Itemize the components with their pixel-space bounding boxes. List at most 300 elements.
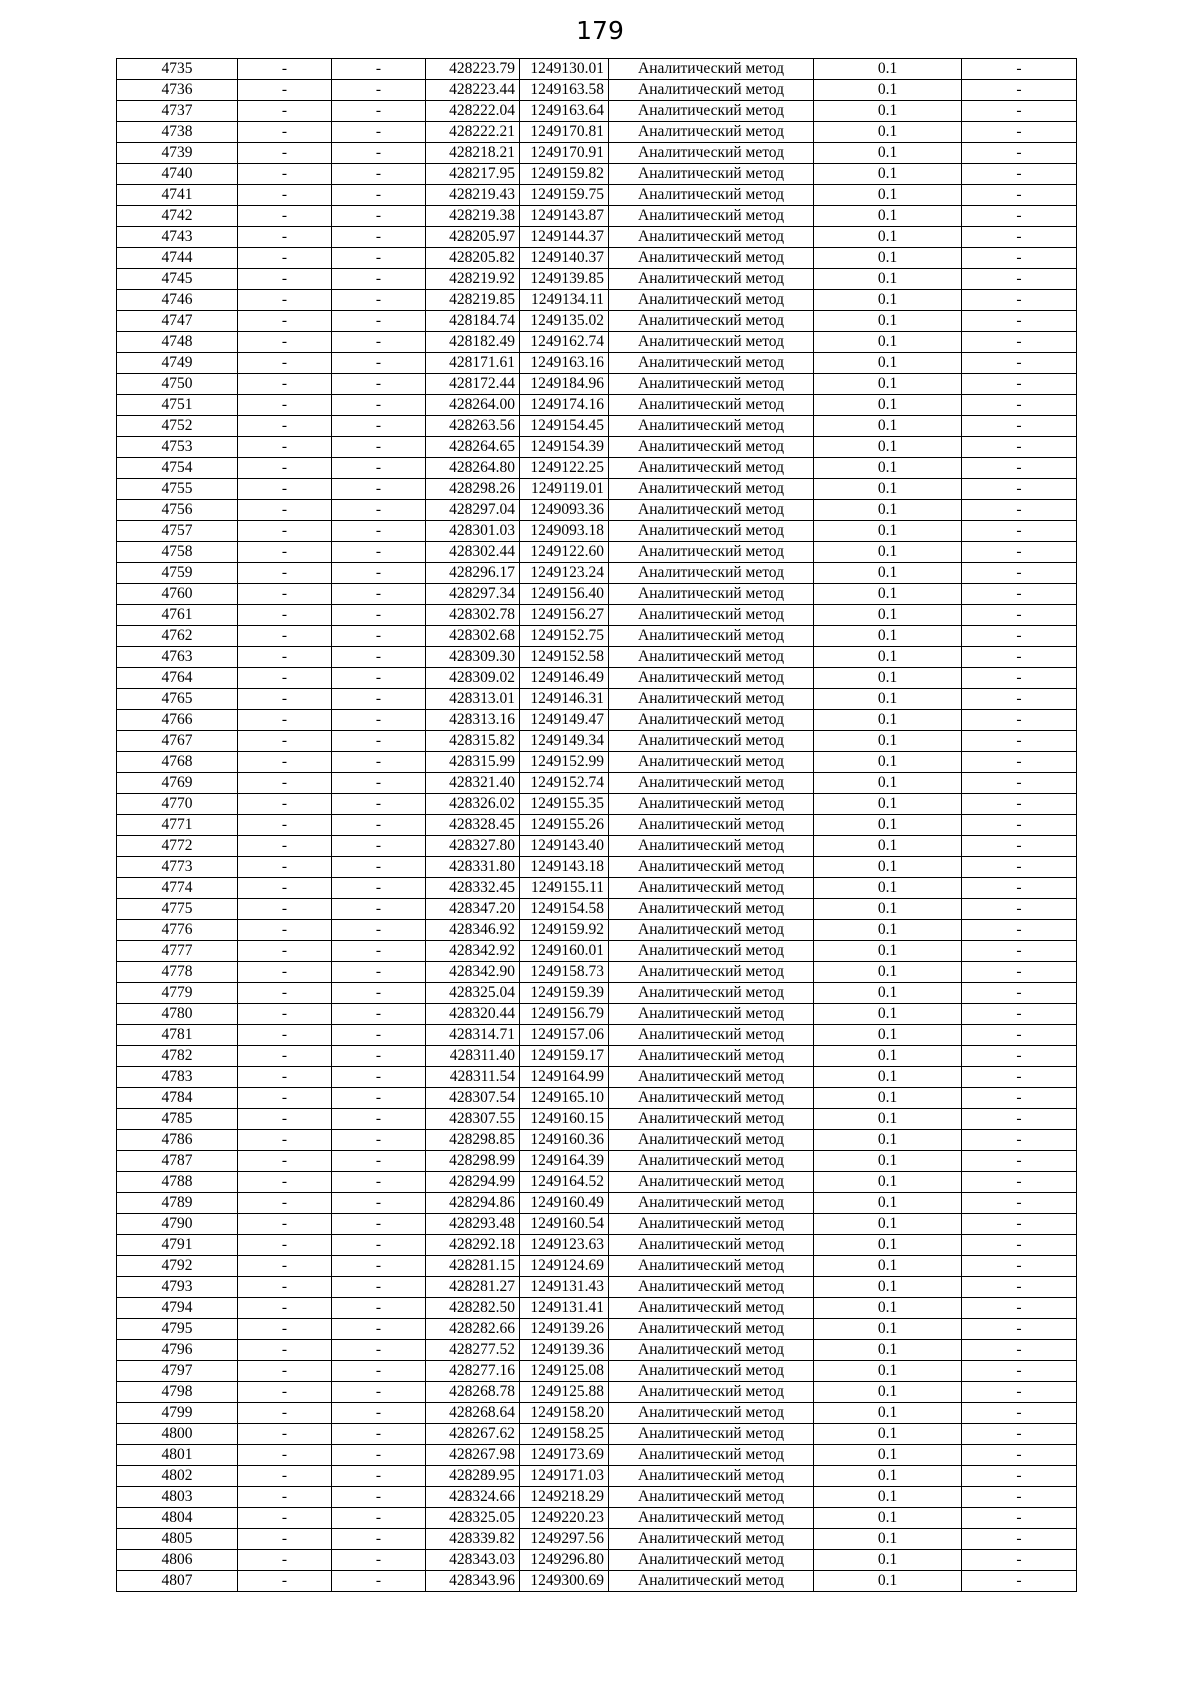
accuracy-cell: 0.1 (814, 290, 962, 311)
y-coordinate-cell: 1249123.24 (520, 563, 609, 584)
method-cell: Аналитический метод (609, 920, 814, 941)
empty-dash-cell: - (238, 1130, 332, 1151)
empty-dash-cell: - (332, 269, 426, 290)
accuracy-cell: 0.1 (814, 920, 962, 941)
empty-dash-cell: - (962, 248, 1077, 269)
accuracy-cell: 0.1 (814, 563, 962, 584)
y-coordinate-cell: 1249119.01 (520, 479, 609, 500)
point-number-cell: 4792 (117, 1256, 238, 1277)
point-number-cell: 4765 (117, 689, 238, 710)
empty-dash-cell: - (238, 332, 332, 353)
empty-dash-cell: - (332, 1466, 426, 1487)
empty-dash-cell: - (238, 1109, 332, 1130)
point-number-cell: 4738 (117, 122, 238, 143)
empty-dash-cell: - (238, 1088, 332, 1109)
point-number-cell: 4772 (117, 836, 238, 857)
x-coordinate-cell: 428184.74 (426, 311, 520, 332)
x-coordinate-cell: 428218.21 (426, 143, 520, 164)
accuracy-cell: 0.1 (814, 1466, 962, 1487)
method-cell: Аналитический метод (609, 626, 814, 647)
y-coordinate-cell: 1249156.79 (520, 1004, 609, 1025)
table-row (117, 983, 1077, 1004)
method-cell: Аналитический метод (609, 311, 814, 332)
empty-dash-cell: - (332, 689, 426, 710)
x-coordinate-cell: 428289.95 (426, 1466, 520, 1487)
x-coordinate-cell: 428309.30 (426, 647, 520, 668)
empty-dash-cell: - (332, 1361, 426, 1382)
x-coordinate-cell: 428223.44 (426, 80, 520, 101)
point-number-cell: 4741 (117, 185, 238, 206)
x-coordinate-cell: 428281.27 (426, 1277, 520, 1298)
table-row (117, 731, 1077, 752)
point-number-cell: 4788 (117, 1172, 238, 1193)
method-cell: Аналитический метод (609, 332, 814, 353)
x-coordinate-cell: 428331.80 (426, 857, 520, 878)
point-number-cell: 4786 (117, 1130, 238, 1151)
point-number-cell: 4758 (117, 542, 238, 563)
x-coordinate-cell: 428219.43 (426, 185, 520, 206)
y-coordinate-cell: 1249154.58 (520, 899, 609, 920)
empty-dash-cell: - (332, 164, 426, 185)
method-cell: Аналитический метод (609, 164, 814, 185)
empty-dash-cell: - (962, 815, 1077, 836)
empty-dash-cell: - (238, 122, 332, 143)
y-coordinate-cell: 1249149.47 (520, 710, 609, 731)
accuracy-cell: 0.1 (814, 479, 962, 500)
empty-dash-cell: - (238, 1025, 332, 1046)
empty-dash-cell: - (332, 1277, 426, 1298)
x-coordinate-cell: 428321.40 (426, 773, 520, 794)
accuracy-cell: 0.1 (814, 689, 962, 710)
point-number-cell: 4798 (117, 1382, 238, 1403)
table-body (117, 59, 1077, 1592)
x-coordinate-cell: 428328.45 (426, 815, 520, 836)
y-coordinate-cell: 1249159.39 (520, 983, 609, 1004)
page-number: 179 (576, 16, 624, 45)
empty-dash-cell: - (238, 857, 332, 878)
empty-dash-cell: - (962, 899, 1077, 920)
empty-dash-cell: - (962, 143, 1077, 164)
y-coordinate-cell: 1249134.11 (520, 290, 609, 311)
empty-dash-cell: - (332, 899, 426, 920)
table-row (117, 1298, 1077, 1319)
table-row (117, 248, 1077, 269)
accuracy-cell: 0.1 (814, 710, 962, 731)
point-number-cell: 4757 (117, 521, 238, 542)
accuracy-cell: 0.1 (814, 101, 962, 122)
x-coordinate-cell: 428327.80 (426, 836, 520, 857)
y-coordinate-cell: 1249163.16 (520, 353, 609, 374)
method-cell: Аналитический метод (609, 752, 814, 773)
y-coordinate-cell: 1249131.41 (520, 1298, 609, 1319)
empty-dash-cell: - (238, 1172, 332, 1193)
empty-dash-cell: - (238, 1361, 332, 1382)
empty-dash-cell: - (962, 1088, 1077, 1109)
table-row (117, 1046, 1077, 1067)
y-coordinate-cell: 1249131.43 (520, 1277, 609, 1298)
y-coordinate-cell: 1249173.69 (520, 1445, 609, 1466)
accuracy-cell: 0.1 (814, 185, 962, 206)
point-number-cell: 4802 (117, 1466, 238, 1487)
y-coordinate-cell: 1249139.85 (520, 269, 609, 290)
x-coordinate-cell: 428339.82 (426, 1529, 520, 1550)
method-cell: Аналитический метод (609, 521, 814, 542)
x-coordinate-cell: 428282.50 (426, 1298, 520, 1319)
empty-dash-cell: - (238, 962, 332, 983)
empty-dash-cell: - (238, 353, 332, 374)
empty-dash-cell: - (332, 416, 426, 437)
y-coordinate-cell: 1249163.64 (520, 101, 609, 122)
method-cell: Аналитический метод (609, 227, 814, 248)
y-coordinate-cell: 1249160.54 (520, 1214, 609, 1235)
empty-dash-cell: - (332, 1508, 426, 1529)
empty-dash-cell: - (332, 605, 426, 626)
empty-dash-cell: - (332, 1298, 426, 1319)
empty-dash-cell: - (238, 752, 332, 773)
method-cell: Аналитический метод (609, 605, 814, 626)
table-row (117, 1445, 1077, 1466)
x-coordinate-cell: 428205.82 (426, 248, 520, 269)
x-coordinate-cell: 428332.45 (426, 878, 520, 899)
empty-dash-cell: - (238, 1529, 332, 1550)
x-coordinate-cell: 428311.40 (426, 1046, 520, 1067)
point-number-cell: 4747 (117, 311, 238, 332)
table-row (117, 311, 1077, 332)
empty-dash-cell: - (962, 794, 1077, 815)
method-cell: Аналитический метод (609, 1382, 814, 1403)
method-cell: Аналитический метод (609, 122, 814, 143)
empty-dash-cell: - (962, 185, 1077, 206)
empty-dash-cell: - (962, 689, 1077, 710)
table-row (117, 1025, 1077, 1046)
empty-dash-cell: - (238, 647, 332, 668)
x-coordinate-cell: 428302.68 (426, 626, 520, 647)
empty-dash-cell: - (332, 752, 426, 773)
empty-dash-cell: - (962, 500, 1077, 521)
table-row (117, 1424, 1077, 1445)
method-cell: Аналитический метод (609, 584, 814, 605)
point-number-cell: 4779 (117, 983, 238, 1004)
table-row (117, 59, 1077, 80)
method-cell: Аналитический метод (609, 878, 814, 899)
table-row (117, 1487, 1077, 1508)
table-row (117, 416, 1077, 437)
empty-dash-cell: - (962, 1382, 1077, 1403)
point-number-cell: 4767 (117, 731, 238, 752)
empty-dash-cell: - (332, 458, 426, 479)
empty-dash-cell: - (332, 1214, 426, 1235)
empty-dash-cell: - (962, 773, 1077, 794)
empty-dash-cell: - (962, 80, 1077, 101)
empty-dash-cell: - (962, 920, 1077, 941)
accuracy-cell: 0.1 (814, 59, 962, 80)
x-coordinate-cell: 428263.56 (426, 416, 520, 437)
accuracy-cell: 0.1 (814, 353, 962, 374)
method-cell: Аналитический метод (609, 1487, 814, 1508)
method-cell: Аналитический метод (609, 1550, 814, 1571)
method-cell: Аналитический метод (609, 248, 814, 269)
point-number-cell: 4773 (117, 857, 238, 878)
method-cell: Аналитический метод (609, 1067, 814, 1088)
empty-dash-cell: - (332, 1088, 426, 1109)
accuracy-cell: 0.1 (814, 437, 962, 458)
table-row (117, 878, 1077, 899)
y-coordinate-cell: 1249174.16 (520, 395, 609, 416)
method-cell: Аналитический метод (609, 647, 814, 668)
empty-dash-cell: - (238, 689, 332, 710)
empty-dash-cell: - (238, 605, 332, 626)
accuracy-cell: 0.1 (814, 1067, 962, 1088)
accuracy-cell: 0.1 (814, 311, 962, 332)
point-number-cell: 4793 (117, 1277, 238, 1298)
point-number-cell: 4781 (117, 1025, 238, 1046)
empty-dash-cell: - (962, 290, 1077, 311)
y-coordinate-cell: 1249164.52 (520, 1172, 609, 1193)
accuracy-cell: 0.1 (814, 1025, 962, 1046)
x-coordinate-cell: 428292.18 (426, 1235, 520, 1256)
empty-dash-cell: - (962, 1235, 1077, 1256)
table-row (117, 1067, 1077, 1088)
accuracy-cell: 0.1 (814, 752, 962, 773)
accuracy-cell: 0.1 (814, 206, 962, 227)
point-number-cell: 4743 (117, 227, 238, 248)
point-number-cell: 4806 (117, 1550, 238, 1571)
table-row (117, 101, 1077, 122)
empty-dash-cell: - (962, 1025, 1077, 1046)
x-coordinate-cell: 428172.44 (426, 374, 520, 395)
empty-dash-cell: - (962, 857, 1077, 878)
empty-dash-cell: - (332, 311, 426, 332)
y-coordinate-cell: 1249093.36 (520, 500, 609, 521)
point-number-cell: 4739 (117, 143, 238, 164)
accuracy-cell: 0.1 (814, 1298, 962, 1319)
x-coordinate-cell: 428171.61 (426, 353, 520, 374)
accuracy-cell: 0.1 (814, 731, 962, 752)
x-coordinate-cell: 428223.79 (426, 59, 520, 80)
empty-dash-cell: - (238, 1403, 332, 1424)
y-coordinate-cell: 1249152.99 (520, 752, 609, 773)
empty-dash-cell: - (332, 563, 426, 584)
table-row (117, 437, 1077, 458)
empty-dash-cell: - (332, 521, 426, 542)
method-cell: Аналитический метод (609, 1340, 814, 1361)
empty-dash-cell: - (332, 584, 426, 605)
accuracy-cell: 0.1 (814, 1340, 962, 1361)
accuracy-cell: 0.1 (814, 269, 962, 290)
method-cell: Аналитический метод (609, 857, 814, 878)
table-row (117, 962, 1077, 983)
x-coordinate-cell: 428320.44 (426, 1004, 520, 1025)
empty-dash-cell: - (238, 899, 332, 920)
empty-dash-cell: - (332, 227, 426, 248)
y-coordinate-cell: 1249146.31 (520, 689, 609, 710)
point-number-cell: 4759 (117, 563, 238, 584)
method-cell: Аналитический метод (609, 1445, 814, 1466)
y-coordinate-cell: 1249162.74 (520, 332, 609, 353)
empty-dash-cell: - (962, 416, 1077, 437)
x-coordinate-cell: 428267.98 (426, 1445, 520, 1466)
empty-dash-cell: - (962, 521, 1077, 542)
accuracy-cell: 0.1 (814, 1319, 962, 1340)
accuracy-cell: 0.1 (814, 1151, 962, 1172)
method-cell: Аналитический метод (609, 1088, 814, 1109)
empty-dash-cell: - (238, 1508, 332, 1529)
y-coordinate-cell: 1249125.88 (520, 1382, 609, 1403)
table-row (117, 185, 1077, 206)
table-row (117, 1109, 1077, 1130)
empty-dash-cell: - (962, 1277, 1077, 1298)
y-coordinate-cell: 1249158.25 (520, 1424, 609, 1445)
method-cell: Аналитический метод (609, 1466, 814, 1487)
table-row (117, 1214, 1077, 1235)
method-cell: Аналитический метод (609, 59, 814, 80)
accuracy-cell: 0.1 (814, 1235, 962, 1256)
empty-dash-cell: - (332, 59, 426, 80)
empty-dash-cell: - (238, 794, 332, 815)
method-cell: Аналитический метод (609, 1361, 814, 1382)
y-coordinate-cell: 1249164.99 (520, 1067, 609, 1088)
empty-dash-cell: - (332, 101, 426, 122)
table-row (117, 290, 1077, 311)
table-row (117, 1466, 1077, 1487)
empty-dash-cell: - (238, 143, 332, 164)
empty-dash-cell: - (238, 1550, 332, 1571)
empty-dash-cell: - (962, 1214, 1077, 1235)
method-cell: Аналитический метод (609, 668, 814, 689)
y-coordinate-cell: 1249123.63 (520, 1235, 609, 1256)
method-cell: Аналитический метод (609, 80, 814, 101)
accuracy-cell: 0.1 (814, 1550, 962, 1571)
method-cell: Аналитический метод (609, 1256, 814, 1277)
accuracy-cell: 0.1 (814, 626, 962, 647)
table-row (117, 206, 1077, 227)
table-row (117, 668, 1077, 689)
empty-dash-cell: - (332, 647, 426, 668)
accuracy-cell: 0.1 (814, 584, 962, 605)
x-coordinate-cell: 428182.49 (426, 332, 520, 353)
empty-dash-cell: - (332, 1109, 426, 1130)
accuracy-cell: 0.1 (814, 1571, 962, 1592)
coordinates-table (116, 58, 1077, 1592)
point-number-cell: 4791 (117, 1235, 238, 1256)
empty-dash-cell: - (332, 668, 426, 689)
x-coordinate-cell: 428294.99 (426, 1172, 520, 1193)
accuracy-cell: 0.1 (814, 143, 962, 164)
x-coordinate-cell: 428282.66 (426, 1319, 520, 1340)
empty-dash-cell: - (332, 1046, 426, 1067)
empty-dash-cell: - (962, 605, 1077, 626)
method-cell: Аналитический метод (609, 353, 814, 374)
x-coordinate-cell: 428281.15 (426, 1256, 520, 1277)
x-coordinate-cell: 428343.96 (426, 1571, 520, 1592)
method-cell: Аналитический метод (609, 1214, 814, 1235)
empty-dash-cell: - (332, 143, 426, 164)
method-cell: Аналитический метод (609, 1403, 814, 1424)
point-number-cell: 4789 (117, 1193, 238, 1214)
empty-dash-cell: - (962, 752, 1077, 773)
y-coordinate-cell: 1249144.37 (520, 227, 609, 248)
x-coordinate-cell: 428296.17 (426, 563, 520, 584)
method-cell: Аналитический метод (609, 773, 814, 794)
accuracy-cell: 0.1 (814, 1403, 962, 1424)
point-number-cell: 4735 (117, 59, 238, 80)
empty-dash-cell: - (962, 395, 1077, 416)
method-cell: Аналитический метод (609, 395, 814, 416)
empty-dash-cell: - (962, 374, 1077, 395)
point-number-cell: 4754 (117, 458, 238, 479)
empty-dash-cell: - (962, 1466, 1077, 1487)
empty-dash-cell: - (238, 1298, 332, 1319)
method-cell: Аналитический метод (609, 1277, 814, 1298)
method-cell: Аналитический метод (609, 941, 814, 962)
x-coordinate-cell: 428307.54 (426, 1088, 520, 1109)
empty-dash-cell: - (332, 1193, 426, 1214)
point-number-cell: 4762 (117, 626, 238, 647)
table-row (117, 563, 1077, 584)
y-coordinate-cell: 1249155.11 (520, 878, 609, 899)
empty-dash-cell: - (238, 1004, 332, 1025)
x-coordinate-cell: 428342.92 (426, 941, 520, 962)
table-row (117, 836, 1077, 857)
table-row (117, 143, 1077, 164)
accuracy-cell: 0.1 (814, 1088, 962, 1109)
empty-dash-cell: - (962, 1109, 1077, 1130)
x-coordinate-cell: 428294.86 (426, 1193, 520, 1214)
x-coordinate-cell: 428325.05 (426, 1508, 520, 1529)
method-cell: Аналитический метод (609, 710, 814, 731)
table-row (117, 584, 1077, 605)
x-coordinate-cell: 428343.03 (426, 1550, 520, 1571)
method-cell: Аналитический метод (609, 1004, 814, 1025)
empty-dash-cell: - (332, 1529, 426, 1550)
y-coordinate-cell: 1249143.18 (520, 857, 609, 878)
empty-dash-cell: - (238, 1214, 332, 1235)
table-row (117, 941, 1077, 962)
empty-dash-cell: - (962, 731, 1077, 752)
accuracy-cell: 0.1 (814, 836, 962, 857)
y-coordinate-cell: 1249146.49 (520, 668, 609, 689)
x-coordinate-cell: 428311.54 (426, 1067, 520, 1088)
table-row (117, 689, 1077, 710)
table-row (117, 1004, 1077, 1025)
empty-dash-cell: - (962, 479, 1077, 500)
y-coordinate-cell: 1249158.20 (520, 1403, 609, 1424)
empty-dash-cell: - (238, 1445, 332, 1466)
table-row (117, 794, 1077, 815)
empty-dash-cell: - (332, 1487, 426, 1508)
empty-dash-cell: - (962, 626, 1077, 647)
empty-dash-cell: - (332, 920, 426, 941)
point-number-cell: 4770 (117, 794, 238, 815)
point-number-cell: 4799 (117, 1403, 238, 1424)
y-coordinate-cell: 1249160.01 (520, 941, 609, 962)
empty-dash-cell: - (238, 80, 332, 101)
x-coordinate-cell: 428324.66 (426, 1487, 520, 1508)
empty-dash-cell: - (238, 1235, 332, 1256)
accuracy-cell: 0.1 (814, 878, 962, 899)
table-row (117, 1088, 1077, 1109)
empty-dash-cell: - (962, 1193, 1077, 1214)
method-cell: Аналитический метод (609, 1046, 814, 1067)
empty-dash-cell: - (332, 1025, 426, 1046)
point-number-cell: 4750 (117, 374, 238, 395)
empty-dash-cell: - (332, 542, 426, 563)
y-coordinate-cell: 1249296.80 (520, 1550, 609, 1571)
empty-dash-cell: - (962, 1424, 1077, 1445)
table-row (117, 395, 1077, 416)
point-number-cell: 4782 (117, 1046, 238, 1067)
empty-dash-cell: - (962, 941, 1077, 962)
